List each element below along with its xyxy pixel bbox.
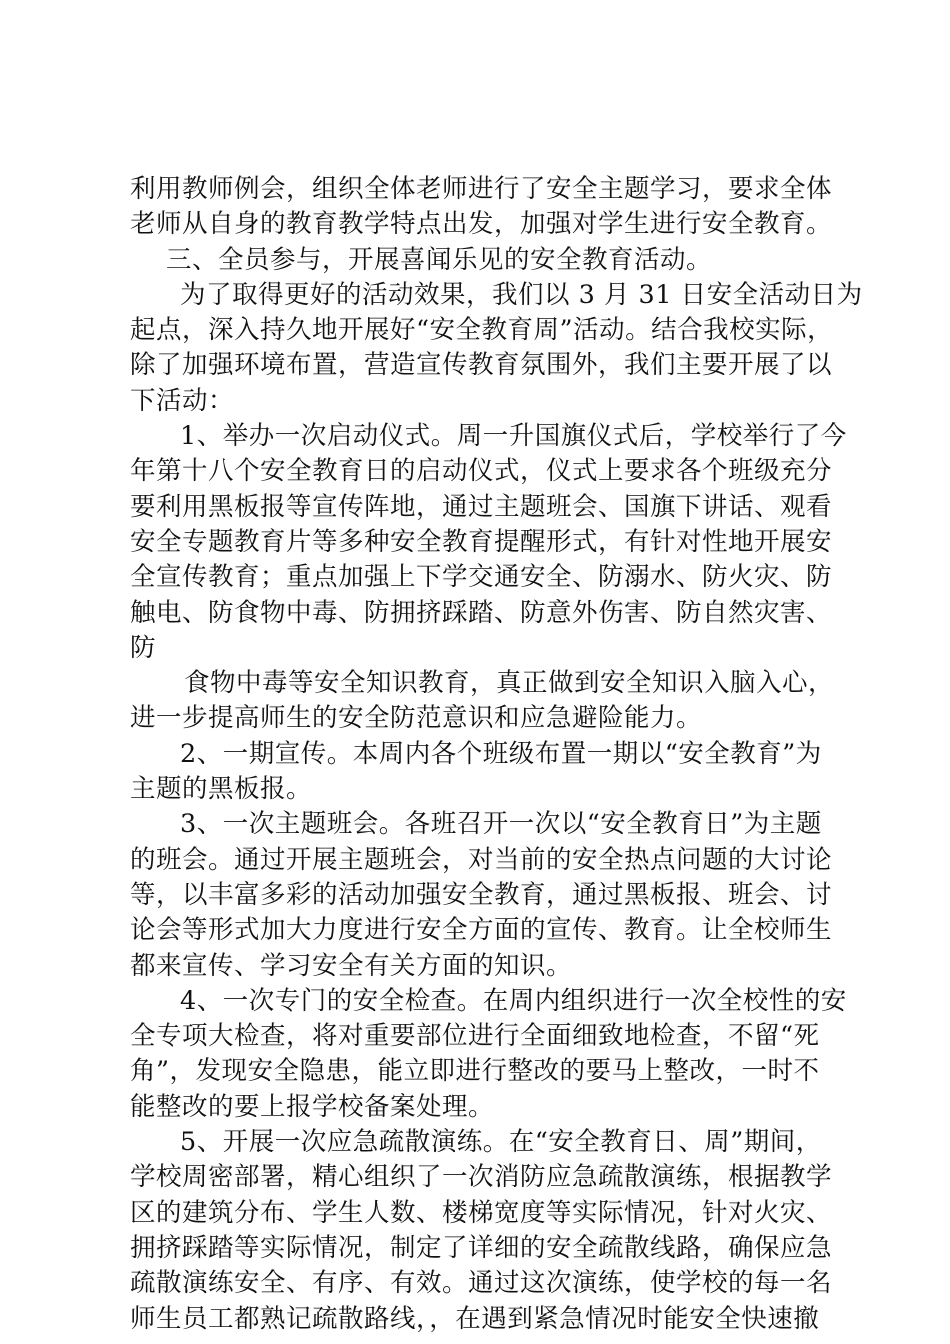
text-line: 等，以丰富多彩的活动加强安全教育，通过黑板报、班会、讨 xyxy=(130,879,833,910)
text-line: 防 xyxy=(130,632,157,663)
text-line: 起点，深入持久地开展好“安全教育周”活动。结合我校实际， xyxy=(130,315,834,346)
text-line: 安全专题教育片等多种安全教育提醒形式，有针对性地开展安 xyxy=(130,526,833,557)
text-line: 触电、防食物中毒、防拥挤踩踏、防意外伤害、防自然灾害、 xyxy=(130,597,833,628)
text-line: 全专项大检查，将对重要部位进行全面细致地检查，不留“死 xyxy=(130,1021,820,1052)
text-line: 年第十八个安全教育日的启动仪式，仪式上要求各个班级充分 xyxy=(130,456,833,487)
text-line: 除了加强环境布置，营造宣传教育氛围外，我们主要开展了以 xyxy=(130,350,833,381)
text-line: 角”，发现安全隐患，能立即进行整改的要马上整改，一时不 xyxy=(130,1056,820,1087)
text-line: 食物中毒等安全知识教育，真正做到安全知识入脑入心， xyxy=(184,668,835,699)
text-line: 要利用黑板报等宣传阵地，通过主题班会、国旗下讲话、观看 xyxy=(130,491,833,522)
text-line: 全宣传教育；重点加强上下学交通安全、防溺水、防火灾、防 xyxy=(130,562,833,593)
text-line: 5、开展一次应急疏散演练。在“安全教育日、周”期间， xyxy=(180,1127,822,1158)
text-line: 区的建筑分布、学生人数、楼梯宽度等实际情况，针对火灾、 xyxy=(130,1197,833,1228)
document-body xyxy=(130,172,863,1337)
text-line: 1、举办一次启动仪式。周一升国旗仪式后，学校举行了今 xyxy=(180,421,847,452)
text-line: 老师从自身的教育教学特点出发，加强对学生进行安全教育。 xyxy=(130,209,833,240)
text-line: 3、一次主题班会。各班召开一次以“安全教育日”为主题 xyxy=(180,809,822,840)
text-line: 师生员工都熟记疏散路线，，在遇到紧急情况时能安全快速撤 xyxy=(130,1303,820,1334)
text-line: 能整改的要上报学校备案处理。 xyxy=(130,1091,495,1122)
text-line: 疏散演练安全、有序、有效。通过这次演练，使学校的每一名 xyxy=(130,1268,833,1299)
text-line: 都来宣传、学习安全有关方面的知识。 xyxy=(130,950,573,981)
text-line: 下活动： xyxy=(130,385,235,416)
text-line: 4、一次专门的安全检查。在周内组织进行一次全校性的安 xyxy=(180,985,847,1016)
text-line: 进一步提高师生的安全防范意识和应急避险能力。 xyxy=(130,703,703,734)
text-line: 2、一期宣传。本周内各个班级布置一期以“安全教育”为 xyxy=(180,738,822,769)
text-line: 利用教师例会，组织全体老师进行了安全主题学习，要求全体 xyxy=(130,174,833,204)
text-line: 学校周密部署，精心组织了一次消防应急疏散演练，根据教学 xyxy=(130,1162,833,1193)
text-line: 主题的黑板报。 xyxy=(130,774,313,805)
text-line: 拥挤踩踏等实际情况，制定了详细的安全疏散线路，确保应急 xyxy=(130,1232,833,1263)
text-line: 论会等形式加大力度进行安全方面的宣传、教育。让全校师生 xyxy=(130,915,833,946)
text-line: 三、全员参与，开展喜闻乐见的安全教育活动。 xyxy=(166,244,713,275)
text-line: 的班会。通过开展主题班会，对当前的安全热点问题的大讨论 xyxy=(130,844,833,875)
text-line: 为了取得更好的活动效果，我们以 3 月 31 日安全活动日为 xyxy=(180,279,863,310)
